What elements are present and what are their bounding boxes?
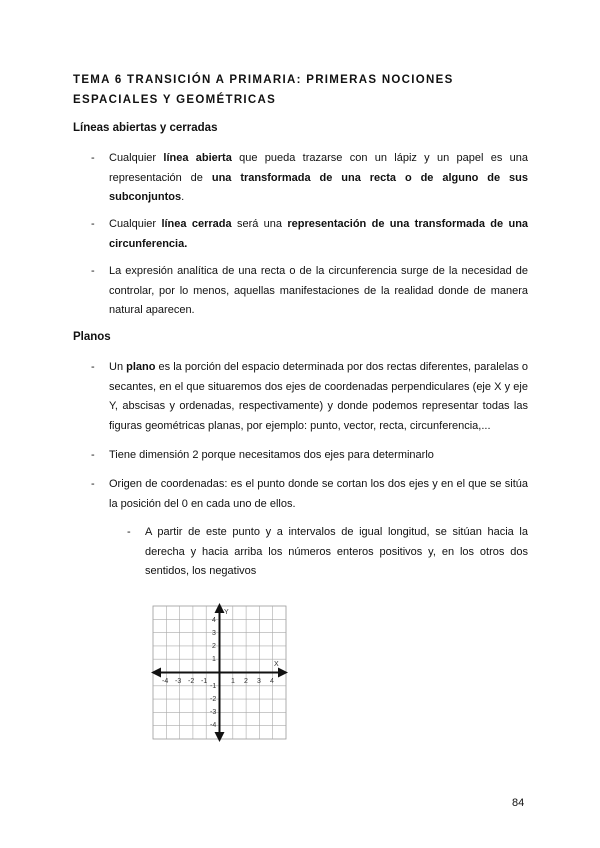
x-tick-label: 3 (257, 678, 261, 685)
item-text: A partir de este punto y a intervalos de igual longitud, se sitúan hacia la derecha y hacia arriba los números enteros positivos y, en los otros dos sentidos, los negativos (145, 526, 528, 578)
bullet-dash: - (91, 478, 95, 490)
y-tick-label: 3 (212, 630, 216, 637)
item-text: Cualquier línea cerrada será una representación de una transformada de una circunferencia. (109, 218, 529, 250)
item-text: Origen de coordenadas: es el punto donde se cortan los dos ejes y en el que se sitúa la posición del 0 en cada uno de ellos. (109, 478, 528, 510)
item-text: Cualquier línea abierta que pueda trazarse con un lápiz y un papel es una representación de una transformada de una recta o de alguno de sus subconjuntos. (109, 152, 528, 204)
list-item (91, 215, 528, 254)
list-item (91, 446, 528, 466)
y-tick-label: -1 (210, 683, 217, 690)
page-number: 84 (512, 797, 525, 809)
bullet-dash: - (91, 361, 95, 373)
bullet-dash: - (91, 265, 95, 277)
y-tick-label: 4 (212, 617, 216, 624)
x-axis-label: X (274, 661, 279, 668)
y-tick-label: -4 (210, 722, 217, 729)
x-tick-label: 1 (231, 678, 235, 685)
page-title: TEMA 6 TRANSICIÓN A PRIMARIA: PRIMERAS NOCIONES ESPACIALES Y GEOMÉTRICAS (73, 74, 454, 106)
y-tick-label: 1 (212, 656, 216, 663)
bullet-dash: - (91, 449, 95, 461)
x-tick-label: -1 (201, 678, 208, 685)
y-axis-label: Y (224, 609, 229, 616)
x-tick-label: 4 (270, 678, 274, 685)
item-text: Un plano es la porción del espacio determinada por dos rectas diferentes, paralelas o secantes, en el que situaremos dos ejes de coordenadas perpendiculares (eje X y eje Y, abscisas y ordenadas, respectivamente) y donde podemos representar todas las figuras geométricas planas, por ejemplo: punto, vector, recta, circunferencia,... (109, 361, 528, 432)
list-item (91, 475, 528, 514)
item-text: Tiene dimensión 2 porque necesitamos dos ejes para determinarlo (109, 449, 434, 461)
section-heading-planos: Planos (73, 331, 111, 343)
bullet-dash: - (91, 152, 95, 164)
item-text: La expresión analítica de una recta o de la circunferencia surge de la necesidad de controlar, por lo menos, aquellas manifestaciones de la realidad donde de manera natural aparecen. (109, 265, 528, 317)
x-tick-label: -2 (188, 678, 195, 685)
list-item (91, 262, 528, 321)
bullet-dash: - (91, 218, 95, 230)
bullet-dash: - (127, 526, 131, 538)
y-tick-label: -2 (210, 696, 217, 703)
y-tick-label: -3 (210, 709, 217, 716)
y-tick-label: 2 (212, 643, 216, 650)
list-item (91, 358, 528, 436)
coordinate-plane-figure (148, 603, 290, 745)
section-heading-lineas: Líneas abiertas y cerradas (73, 122, 218, 134)
x-tick-label: -4 (162, 678, 169, 685)
x-tick-label: -3 (175, 678, 182, 685)
x-tick-label: 2 (244, 678, 248, 685)
sub-list-item (127, 523, 528, 582)
list-item (91, 149, 528, 208)
